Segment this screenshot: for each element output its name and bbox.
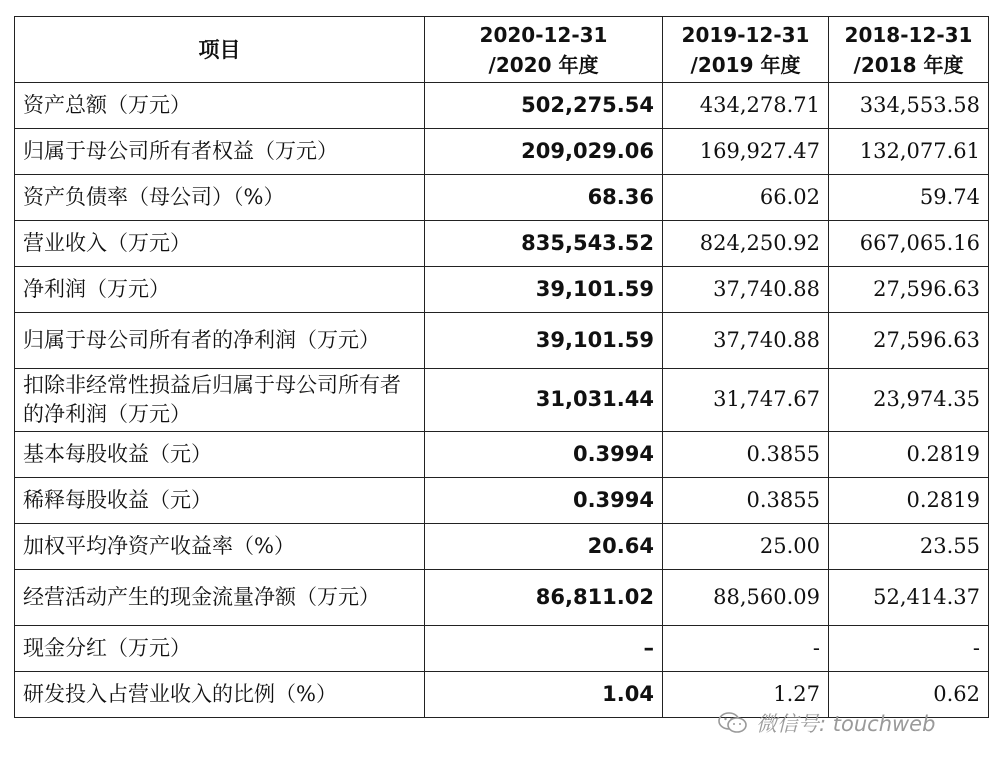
value-2020: 39,101.59 (425, 312, 663, 368)
row-label: 现金分红（万元） (15, 626, 425, 672)
row-label: 加权平均净资产收益率（%） (15, 523, 425, 569)
row-label: 归属于母公司所有者的净利润（万元） (15, 312, 425, 368)
table-row (15, 266, 989, 312)
row-label: 营业收入（万元） (15, 220, 425, 266)
value-2019: 0.3855 (663, 432, 829, 478)
row-label: 基本每股收益（元） (15, 432, 425, 478)
table-row (15, 626, 989, 672)
value-2019: 169,927.47 (663, 128, 829, 174)
header-item: 项目 (15, 17, 425, 83)
row-label: 研发投入占营业收入的比例（%） (15, 672, 425, 718)
value-2018: 23,974.35 (829, 368, 989, 431)
value-2018: - (829, 626, 989, 672)
value-2020: 86,811.02 (425, 569, 663, 625)
value-2019: 31,747.67 (663, 368, 829, 431)
value-2020: 68.36 (425, 174, 663, 220)
table-row (15, 478, 989, 524)
table-body (15, 83, 989, 718)
value-2020: 835,543.52 (425, 220, 663, 266)
row-label: 稀释每股收益（元） (15, 478, 425, 524)
value-2020: 502,275.54 (425, 83, 663, 129)
value-2019: 434,278.71 (663, 83, 829, 129)
value-2020: 31,031.44 (425, 368, 663, 431)
value-2020: 1.04 (425, 672, 663, 718)
value-2019: 824,250.92 (663, 220, 829, 266)
table-row (15, 312, 989, 368)
row-label: 资产负债率（母公司）（%） (15, 174, 425, 220)
value-2018: 0.2819 (829, 432, 989, 478)
row-label: 经营活动产生的现金流量净额（万元） (15, 569, 425, 625)
value-2018: 59.74 (829, 174, 989, 220)
value-2018: 667,065.16 (829, 220, 989, 266)
table-row (15, 128, 989, 174)
value-2019: 88,560.09 (663, 569, 829, 625)
value-2019: 25.00 (663, 523, 829, 569)
value-2019: 66.02 (663, 174, 829, 220)
value-2019: 37,740.88 (663, 312, 829, 368)
value-2018: 132,077.61 (829, 128, 989, 174)
value-2019: 37,740.88 (663, 266, 829, 312)
financial-table (14, 16, 989, 718)
row-label: 扣除非经常性损益后归属于母公司所有者的净利润（万元） (15, 368, 425, 431)
value-2018: 52,414.37 (829, 569, 989, 625)
watermark-text: 微信号: touchweb (756, 712, 936, 736)
header-2020: 2020-12-31 /2020 年度 (425, 17, 663, 83)
value-2019: 0.3855 (663, 478, 829, 524)
value-2020: 0.3994 (425, 432, 663, 478)
table-row (15, 523, 989, 569)
table-row (15, 569, 989, 625)
value-2018: 0.2819 (829, 478, 989, 524)
header-row (15, 17, 989, 83)
table-row (15, 432, 989, 478)
value-2019: 1.27 (663, 672, 829, 718)
value-2018: 0.62 (829, 672, 989, 718)
value-2020: 209,029.06 (425, 128, 663, 174)
wechat-icon (718, 711, 748, 735)
table-row (15, 220, 989, 266)
header-2019: 2019-12-31 /2019 年度 (663, 17, 829, 83)
table-row (15, 368, 989, 431)
watermark (718, 708, 935, 738)
value-2019: - (663, 626, 829, 672)
value-2020: 20.64 (425, 523, 663, 569)
value-2018: 334,553.58 (829, 83, 989, 129)
value-2018: 23.55 (829, 523, 989, 569)
table-row (15, 174, 989, 220)
row-label: 资产总额（万元） (15, 83, 425, 129)
value-2018: 27,596.63 (829, 312, 989, 368)
value-2020: 0.3994 (425, 478, 663, 524)
header-2018: 2018-12-31 /2018 年度 (829, 17, 989, 83)
value-2020: – (425, 626, 663, 672)
row-label: 归属于母公司所有者权益（万元） (15, 128, 425, 174)
row-label: 净利润（万元） (15, 266, 425, 312)
value-2018: 27,596.63 (829, 266, 989, 312)
table-row (15, 83, 989, 129)
value-2020: 39,101.59 (425, 266, 663, 312)
